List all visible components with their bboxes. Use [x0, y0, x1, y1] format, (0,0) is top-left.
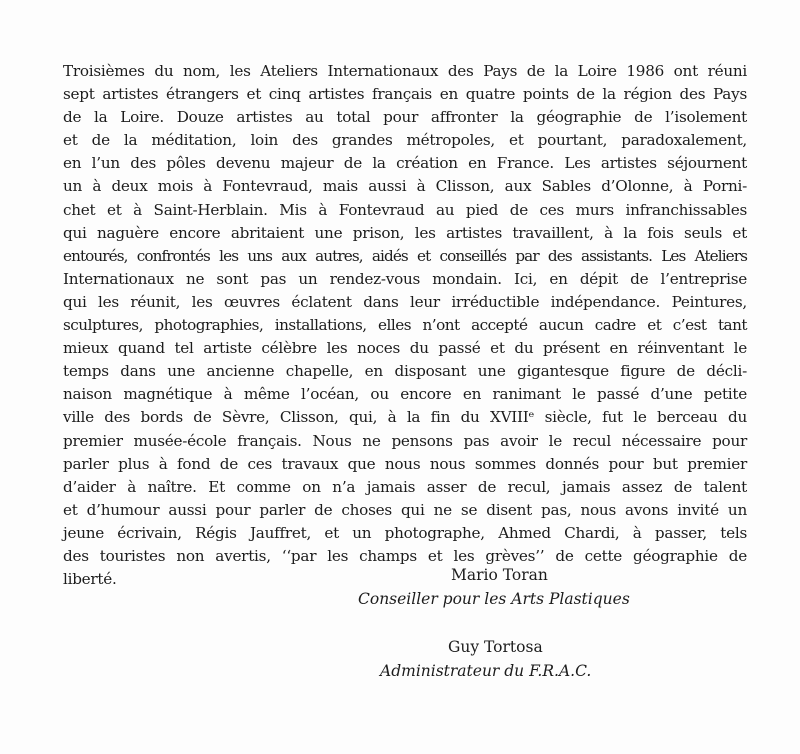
text-line: ville des bords de Sèvre, Clisson, qui, à la fin du XVIIIᵉ siècle, fut le berceau du [63, 408, 747, 427]
text-line: en l’un des pôles devenu majeur de la création en France. Les artistes séjournent [63, 154, 747, 173]
text-line: naison magnétique à même l’océan, ou encore en ranimant le passé d’une petite [63, 385, 747, 404]
text-line: qui naguère encore abritaient une prison, les artistes travaillent, à la fois seuls et [63, 223, 747, 242]
signature-name: Guy Tortosa [448, 638, 543, 656]
text-line: temps dans une ancienne chapelle, en disposant une gigantesque figure de décli- [63, 362, 747, 381]
text-line: un à deux mois à Fontevraud, mais aussi à Clisson, aux Sables d’Olonne, à Porni- [63, 177, 747, 196]
text-line: qui les réunit, les œuvres éclatent dans leur irréductible indépendance. Peintures, [63, 292, 747, 311]
signature-name: Mario Toran [451, 566, 548, 584]
text-line: sculptures, photographies, installations, elles n’ont accepté aucun cadre et c’est tant [63, 316, 747, 335]
text-line: entourés, confrontés les uns aux autres, aidés et conseillés par des assistants. Les Ateliers [63, 246, 747, 265]
text-line: d’aider à naître. Et comme on n’a jamais asser de recul, jamais assez de talent [63, 477, 747, 496]
body-text [63, 60, 747, 591]
text-line: sept artistes étrangers et cinq artistes français en quatre points de la région des Pays [63, 85, 747, 104]
text-line: premier musée-école français. Nous ne pensons pas avoir le recul nécessaire pour [63, 431, 747, 450]
text-line: parler plus à fond de ces travaux que nous nous sommes donnés pour but premier [63, 454, 747, 473]
text-line: Internationaux ne sont pas un rendez-vous mondain. Ici, en dépit de l’entreprise [63, 269, 747, 288]
text-line: chet et à Saint-Herblain. Mis à Fontevraud au pied de ces murs infranchissables [63, 200, 747, 219]
text-line: Troisièmes du nom, les Ateliers Internationaux des Pays de la Loire 1986 ont réuni [63, 62, 747, 80]
text-line: et de la méditation, loin des grandes métropoles, et pourtant, paradoxalement, [63, 131, 747, 150]
text-line: et d’humour aussi pour parler de choses qui ne se disent pas, nous avons invité un [63, 500, 747, 519]
text-line: jeune écrivain, Régis Jauffret, et un photographe, Ahmed Chardi, à passer, tels [63, 523, 747, 542]
text-line: mieux quand tel artiste célèbre les noces du passé et du présent en réinventant le [63, 339, 747, 358]
signature-title: Conseiller pour les Arts Plastiques [358, 590, 630, 608]
text-line: des touristes non avertis, ‘‘par les champs et les grèves’’ de cette géographie de [63, 546, 747, 565]
signature-title: Administrateur du F.R.A.C. [380, 662, 592, 680]
text-line: liberté. [63, 570, 117, 589]
text-line: de la Loire. Douze artistes au total pour affronter la géographie de l’isolement [63, 108, 747, 127]
